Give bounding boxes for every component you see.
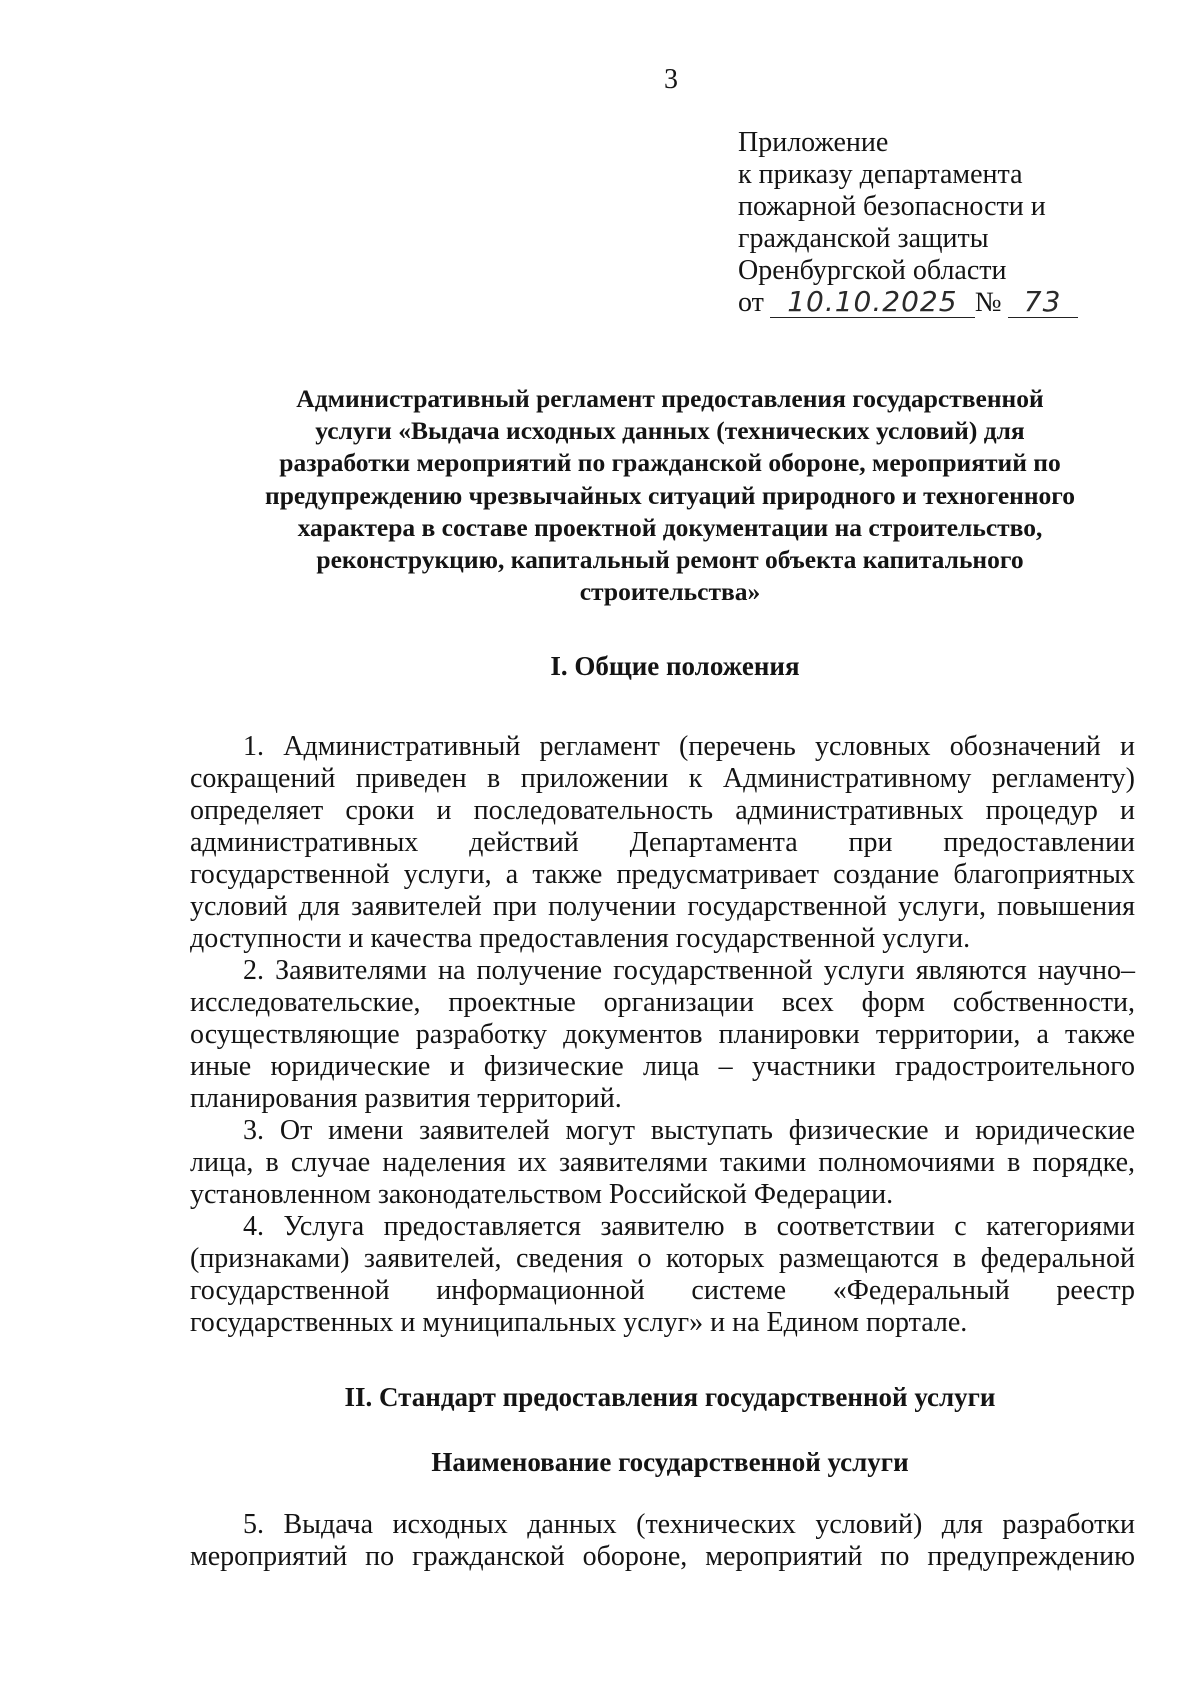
number-label: № — [974, 287, 1002, 318]
paragraph-line: 3. От имени заявителей могут выступать физические и юридические — [243, 1115, 1135, 1146]
date-prefix: от — [738, 287, 764, 318]
paragraph-line: мероприятий по гражданской обороне, мероприятий по предупреждению — [190, 1541, 1135, 1572]
title-line: строительства» — [579, 577, 761, 607]
document-title — [190, 383, 1150, 608]
title-line: Административный регламент предоставления государственной — [296, 384, 1044, 413]
paragraph-line: установленном законодательством Российской Федерации. — [190, 1179, 894, 1210]
paragraph-line: условий для заявителей при получении государственной услуги, повышения — [190, 891, 1135, 922]
paragraph-line: 5. Выдача исходных данных (технических условий) для разработки — [243, 1509, 1135, 1540]
appendix-line: гражданской защиты — [738, 223, 989, 254]
appendix-line: Приложение — [738, 127, 889, 158]
appendix-line: Оренбургской области — [738, 255, 1007, 286]
paragraph-line: государственных и муниципальных услуг» и на Едином портале. — [190, 1307, 968, 1338]
paragraph-line: осуществляющие разработку документов планировки территории, а также — [190, 1019, 1135, 1050]
title-line: характера в составе проектной документации на строительство, — [297, 512, 1043, 542]
paragraph-line: 1. Административный регламент (перечень условных обозначений и — [243, 731, 1135, 762]
order-date-number-line — [738, 287, 1078, 319]
handwritten-date: 10.10.2025 — [770, 287, 975, 318]
paragraph-line: определяет сроки и последовательность административных процедур и — [190, 795, 1135, 826]
paragraph-line: иные юридические и физические лица – участники градостроительного — [190, 1051, 1135, 1082]
title-line: разработки мероприятий по гражданской обороне, мероприятий по — [279, 448, 1061, 478]
appendix-line: пожарной безопасности и — [738, 191, 1046, 222]
title-line: предупреждению чрезвычайных ситуаций природного и техногенного — [265, 480, 1075, 510]
section-1-heading: I. Общие положения — [550, 651, 800, 681]
appendix-header — [738, 127, 1078, 319]
paragraph-line: исследовательские, проектные организации всех форм собственности, — [190, 987, 1135, 1018]
subsection-heading: Наименование государственной услуги — [431, 1447, 909, 1477]
section-2-body — [190, 1509, 1135, 1573]
section-2-heading: II. Стандарт предоставления государственной услуги — [344, 1382, 996, 1412]
section-1-body — [190, 731, 1135, 1339]
title-line: услуги «Выдача исходных данных (технических условий) для — [315, 416, 1025, 446]
paragraph-line: государственной услуги, а также предусматривает создание благоприятных — [190, 859, 1135, 890]
page-number: 3 — [664, 64, 678, 95]
paragraph-line: лица, в случае наделения их заявителями такими полномочиями в порядке, — [190, 1147, 1135, 1178]
title-line: реконструкцию, капитальный ремонт объекта капитального — [316, 545, 1024, 575]
handwritten-order-number: 73 — [1008, 287, 1078, 318]
paragraph-line: (признаками) заявителей, сведения о которых размещаются в федеральной — [190, 1243, 1135, 1274]
appendix-line: к приказу департамента — [738, 159, 1023, 190]
paragraph-line: административных действий Департамента при предоставлении — [190, 827, 1135, 858]
paragraph-line: планирования развития территорий. — [190, 1083, 622, 1114]
paragraph-line: доступности и качества предоставления государственной услуги. — [190, 923, 971, 954]
paragraph-line: государственной информационной системе «Федеральный реестр — [190, 1275, 1135, 1306]
paragraph-line: 2. Заявителями на получение государственной услуги являются научно– — [243, 955, 1135, 986]
paragraph-line: 4. Услуга предоставляется заявителю в соответствии с категориями — [243, 1211, 1135, 1242]
paragraph-line: сокращений приведен в приложении к Административному регламенту) — [190, 763, 1135, 794]
